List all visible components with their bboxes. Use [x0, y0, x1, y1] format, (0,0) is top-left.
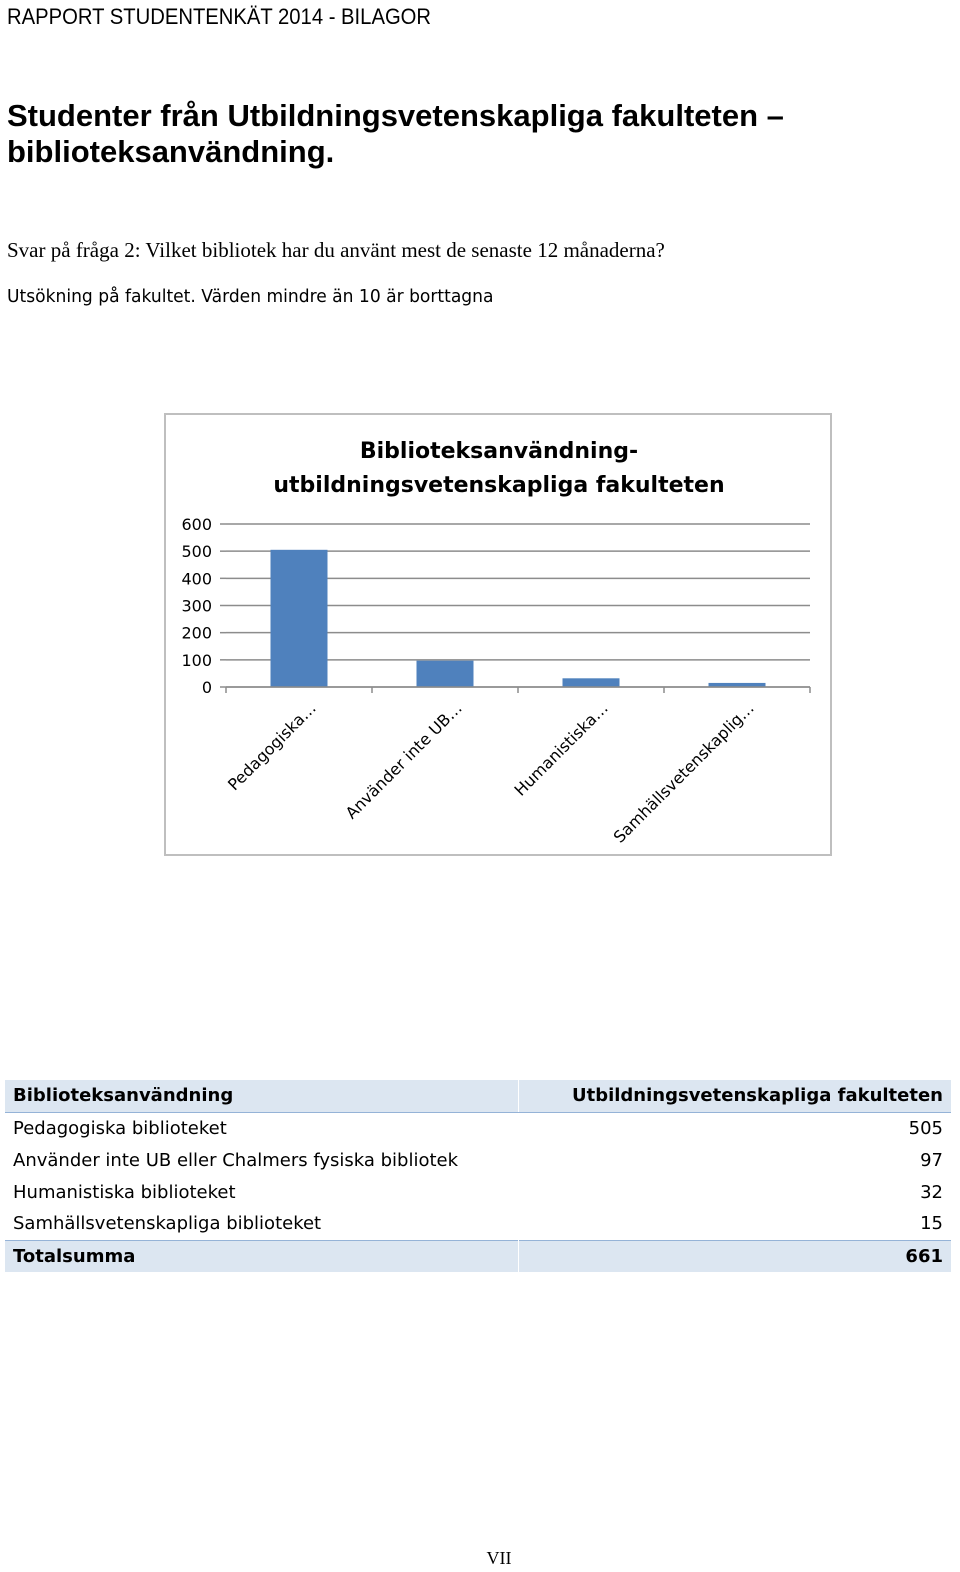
chart-x-tick-labels [224, 698, 758, 846]
y-tick-label: 200 [181, 623, 212, 643]
table-total-row [5, 1240, 951, 1272]
chart-title-line-1: Biblioteksanvändning- [359, 439, 639, 464]
y-tick-label: 500 [181, 542, 212, 562]
table-cell-value: 15 [920, 1213, 943, 1235]
table-cell-label: Humanistiska biblioteket [13, 1181, 236, 1203]
table-total-label: Totalsumma [5, 1240, 519, 1272]
y-tick-label: 0 [201, 678, 212, 697]
chart-bars [271, 550, 766, 687]
chart-x-axis [226, 687, 810, 693]
y-tick-label: 600 [181, 515, 212, 534]
y-tick-label: 100 [181, 650, 212, 670]
table-cell-value: 97 [920, 1149, 943, 1171]
y-tick-label: 300 [181, 596, 212, 616]
bar [563, 678, 620, 687]
page-title-line-2: biblioteksanvändning. [7, 134, 335, 169]
x-tick-label: Samhällsvetenskaplig… [609, 698, 758, 847]
bar [417, 661, 474, 687]
bar-chart [164, 413, 832, 856]
table-cell-label: Använder inte UB eller Chalmers fysiska bibliotek [13, 1149, 459, 1171]
table-row [5, 1176, 951, 1208]
bar [271, 550, 328, 687]
chart-y-axis [181, 515, 226, 697]
page-title-line-1: Studenter från Utbildningsvetenskapliga fakulteten – [7, 98, 784, 133]
table-header-row [5, 1080, 951, 1112]
table-row [5, 1208, 951, 1240]
page-number: VII [486, 1548, 512, 1568]
table-cell-value: 32 [920, 1181, 943, 1203]
table-header-value: Utbildningsvetenskapliga fakulteten [519, 1080, 951, 1112]
table-total-value: 661 [519, 1240, 951, 1272]
table-header-label: Biblioteksanvändning [5, 1080, 519, 1112]
x-tick-label: Humanistiska… [510, 698, 612, 800]
table-row [5, 1144, 951, 1176]
survey-question: Svar på fråga 2: Vilket bibliotek har du använt mest de senaste 12 månaderna? [7, 238, 665, 262]
filter-note: Utsökning på fakultet. Värden mindre än 10 är borttagna [7, 286, 494, 307]
running-header: RAPPORT STUDENTENKÄT 2014 - BILAGOR [7, 4, 432, 29]
bar-chart-canvas [166, 415, 830, 854]
x-tick-label: Pedagogiska… [223, 698, 320, 795]
chart-title [273, 439, 724, 498]
data-table [5, 1080, 951, 1272]
x-tick-label: Använder inte UB… [341, 698, 466, 823]
chart-title-line-2: utbildningsvetenskapliga fakulteten [273, 473, 725, 498]
table-cell-label: Pedagogiska biblioteket [13, 1117, 227, 1139]
table-cell-value: 505 [908, 1117, 943, 1139]
table-row [5, 1112, 951, 1144]
y-tick-label: 400 [181, 569, 212, 589]
table-cell-label: Samhällsvetenskapliga biblioteket [13, 1213, 322, 1235]
page-title [7, 98, 907, 170]
